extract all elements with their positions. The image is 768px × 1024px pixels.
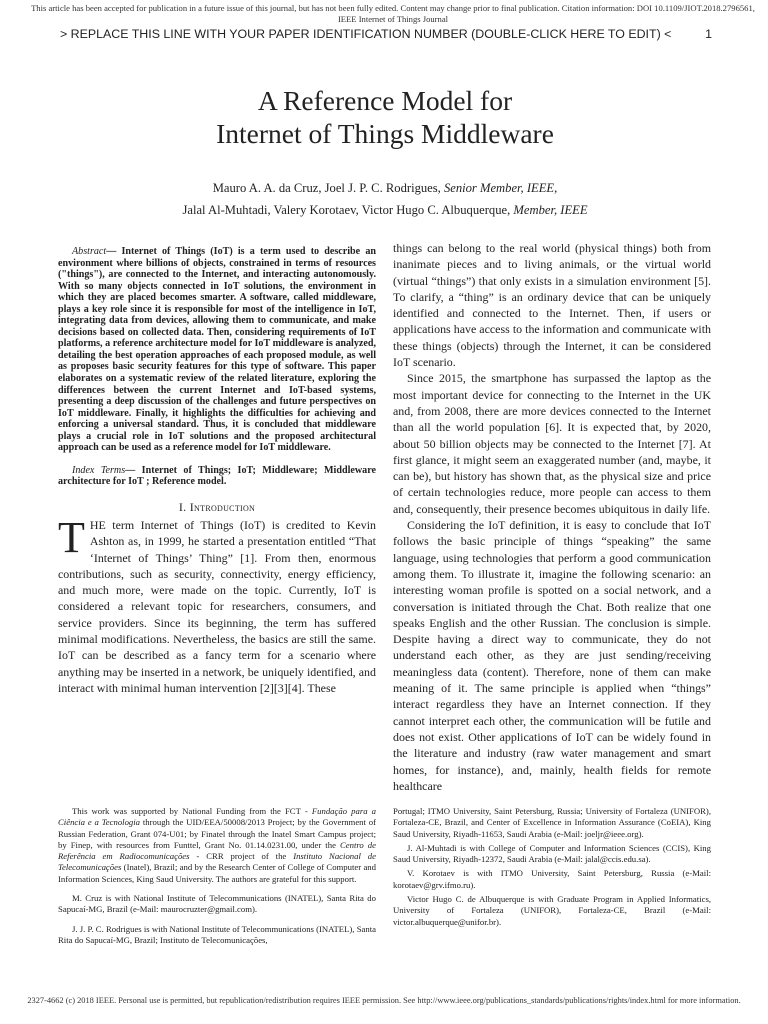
paper-id-placeholder[interactable]: > REPLACE THIS LINE WITH YOUR PAPER IDENTIFICATION NUMBER (DOUBLE-CLICK HERE TO EDIT) < xyxy=(60,27,672,41)
affiliation-cruz: M. Cruz is with National Institute of Telecommunications (INATEL), Santa Rita do Sapucaí-MG, Brazil (e-Mail: maurocruzter@gmail.com). xyxy=(58,893,376,915)
funding-text-c: through the UID/EEA/50008/2013 Project; by the Government of Russian Federation, Grant 074-U01; by Finatel through the Inatel Smart Campus project; by Finep, with resources from Funttel, Grant No. 01.14.0231.00, under the xyxy=(58,817,376,850)
intro-paragraph-1-text: HE term Internet of Things (IoT) is credited to Kevin Ashton as, in 1999, he started a presentation entitled “That ‘Internet of Things’ Thing” [1]. From then, enormous contributions, such as security, connectivity, energy efficiency, and much more, were made on the topic. Currently, IoT is considered a relevant topic for researchers, consumers, and service providers. Since its beginning, the term has suffered minimal modifications. Nevertheless, the basics are still the same. IoT can be described as a fancy term for a scenario where anything may be inserted in a network, be uniquely identified, and interact with minimal human intervention [2][3][4]. These xyxy=(58,517,376,695)
right-column xyxy=(393,240,711,794)
funding-text-f: Instituto Nacional de Telecomunicações xyxy=(58,851,377,873)
author-role-1: Senior Member, IEEE xyxy=(443,181,555,195)
copyright-notice: 2327-4662 (c) 2018 IEEE. Personal use is permitted, but republication/redistribution requires IEEE permission. See http://www.ieee.org/publications_standards/publications/rights/index.html for more information. xyxy=(27,996,741,1005)
publication-notice: This article has been accepted for publication in a future issue of this journal, but has not been fully edited. Content may change prior to final publication. Citation information: DOI 10.1109/JIOT.2018.2796561, IEEE Internet of Things Journal xyxy=(31,3,755,24)
title-line-2: Internet of Things Middleware xyxy=(216,118,554,149)
funding-footnote xyxy=(58,806,376,885)
footnotes-left xyxy=(58,806,376,946)
page-number: 1 xyxy=(705,27,712,41)
author-line-1 xyxy=(60,177,710,199)
footnotes-right xyxy=(393,806,711,928)
author-role-2: Member, IEEE xyxy=(513,203,588,217)
index-terms-text: — Internet of Things; IoT; Middleware; Middleware architecture for IoT ; Reference model. xyxy=(58,464,376,488)
paper-title xyxy=(60,84,710,150)
author-list xyxy=(60,177,710,221)
abstract-text: — Internet of Things (IoT) is a term used to describe an environment where billions of objects, constrained in terms of resources ("things"), are connected to the Internet, and interacting autonomously. With so many objects connected in IoT solutions, the environment in which they are placed becomes smarter. A software, called middleware, plays a key role since it is responsible for most of the intelligence in IoT, integrating data from devices, allowing them to communicate, and make decisions based on collected data. Then, considering requirements of IoT platforms, a reference architecture model for IoT middleware is analyzed, detailing the best operation approaches of each proposed module, as well as proposes basic security features for this type of software. This paper elaborates on a systematic review of the related literature, exploring the differences between the current Internet and IoT-based systems, presenting a deep discussion of the challenges and future perspectives on IoT middleware. Finally, it highlights the difficulties for achieving and enforcing a universal standard. Thus, it is concluded that middleware plays a crucial role in IoT solutions and the proposed architectural approach can be used as a reference model for IoT middleware. xyxy=(58,246,376,454)
funding-text-d: Centro de Referência em Radiocomunicações xyxy=(58,839,376,862)
author-names-2: Jalal Al-Muhtadi, Valery Korotaev, Victor Hugo C. Albuquerque, xyxy=(182,203,514,217)
drop-cap: T xyxy=(58,512,85,562)
title-line-1: A Reference Model for xyxy=(257,85,513,116)
affiliation-korotaev: V. Korotaev is with ITMO University, Saint Petersburg, Russia (e-Mail: korotaev@grv.ifmo.ru). xyxy=(393,868,711,890)
section-heading-introduction: I. Introduction xyxy=(178,499,256,514)
funding-text-g: (Inatel), Brazil; and by the Research Center of College of Computer and Information Sciences, King Saud University. The authors are grateful for this support. xyxy=(58,862,376,884)
intro-paragraph-1 xyxy=(58,512,376,696)
index-terms xyxy=(58,465,376,488)
index-terms-lead: Index Terms xyxy=(72,464,126,476)
funding-text-b: Fundação para a Ciência e a Tecnologia xyxy=(58,806,376,828)
affiliation-albuquerque: Victor Hugo C. de Albuquerque is with Graduate Program in Applied Informatics, University of Fortaleza (UNIFOR), Fortaleza-CE, Brazil (e-Mail: victor.albuquerque@unifor.br). xyxy=(393,894,711,927)
author-names-1: Mauro A. A. da Cruz, Joel J. P. C. Rodrigues, xyxy=(212,181,444,195)
left-column xyxy=(58,246,376,696)
intro-paragraph-3: Considering the IoT definition, it is easy to conclude that IoT follows the basic principle of things “speaking” the same language, using technologies that perform a good communication among them. To illustrate it, imagine the following scenario: an interesting woman profile is spotted on a social network, and a conversation is initiated through the Chat. Both realize that one speaks English and the other Russian. The conclusion is simple. Despite having a direct way to communicate, they do not understand each other, as they are just sending/receiving meaningless data (content). Therefore, none of them can make meaning of it. The same principle is applied when “things” interact regardless they have an Internet connection. If they cannot interpret each other, the communication will be futile and does not exist. Other applications of IoT can be widely found in the literature and industry (raw water management and smart homes, for instance), and, mainly, health fields for remote healthcare xyxy=(393,518,711,793)
author-line-2 xyxy=(60,199,710,221)
abstract-lead: Abstract xyxy=(72,246,107,257)
affiliation-rodrigues: J. J. P. C. Rodrigues is with National Institute of Telecommunications (INATEL), Santa Rita do Sapucaí-MG, Brazil; Instituto de Telecomunicações, xyxy=(58,923,376,945)
funding-text-a: This work was supported by National Funding from the FCT - xyxy=(72,806,312,816)
abstract xyxy=(58,246,376,454)
affiliation-rodrigues-continued: Portugal; ITMO University, Saint Petersburg, Russia; University of Fortaleza (UNIFOR), Fortaleza-CE, Brazil, and Center of Excellence in Information Assurance (CoEIA), King Saud University, Riyadh-11653, Saudi Arabia (e-Mail: joeljr@ieee.org). xyxy=(393,806,711,839)
affiliation-muhtadi: J. Al-Muhtadi is with College of Computer and Information Sciences (CCIS), King Saud University, Riyadh-12372, Saudi Arabia (e-Mail: jalal@ccis.edu.sa). xyxy=(393,842,711,865)
intro-paragraph-2: Since 2015, the smartphone has surpassed the laptop as the most important device for connecting to the Internet in the UK and, from 2008, there are more devices connected to the Internet than all the world population [6]. It is expected that, by 2020, about 50 billion objects may be connected to the Internet [7]. At first glance, it might seem an exaggerated number (and, maybe, it can be), but history has shown that, as the physical size and price of certain technologies reduce, more people can access to them and, consequently, their presence becomes ubiquitous in daily life. xyxy=(393,371,711,516)
author-line-1-end: , xyxy=(554,181,558,195)
intro-paragraph-1-continued: things can belong to the real world (physical things) both from inanimate pieces and to living animals, or the virtual world (virtual “things”) that only exists in a simulation environment [5]. To clarify, a “thing” is an ordinary device that can be uniquely identified and connected to the Internet. Then, if users or applications have access to the information and communicate with these things (objects) through the Internet, it can be considered IoT scenario. xyxy=(393,241,711,370)
funding-text-e: - CRR project of the xyxy=(189,851,294,862)
